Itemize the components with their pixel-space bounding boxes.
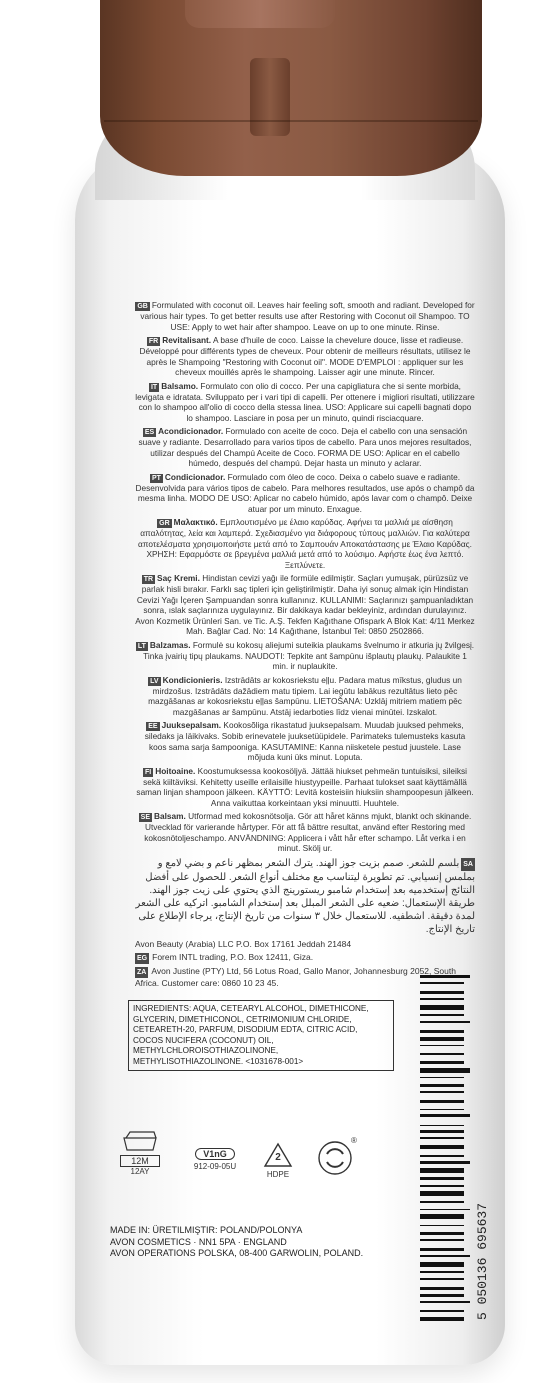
label-paragraph-ee	[135, 720, 475, 763]
cap-hinge	[250, 58, 290, 136]
manufacturer-info	[110, 1225, 410, 1260]
description-text: Formulato con olio di cocco. Per una capigliatura che si sente morbida, levigata e idratata. Sviluppato per i vari tipi di capelli. Per ottenere i migliori risultati, utilizzare con lo shampoo all'olio di cocco della stessa linea. USO: Applicare sui capelli bagnati dopo lo shampoo. Lasciare in posa per un minuto, quindi risciacquare.	[135, 380, 475, 423]
label-paragraph-fr	[135, 335, 475, 378]
barcode	[420, 975, 470, 1325]
barcode-bar	[420, 1310, 464, 1312]
barcode-bar	[420, 1077, 464, 1079]
barcode-bar	[420, 1045, 464, 1047]
barcode-bar	[420, 1248, 464, 1251]
language-code: FI	[145, 768, 152, 776]
product-name: Balzamas.	[149, 639, 191, 650]
description-text: Kookosõliga rikastatud juuksepalsam. Muudab juuksed pehmeks, siledaks ja läikivaks. Sobib erinevatele juuksetüüpidele. Parimateks tulemusteks kasuta koos sama sarja šampooniga. KASUTAMINE: Kanna niisketele pestud juustele. Lase mõjuda kuni üks minut. Loputa.	[144, 720, 466, 762]
language-code: GR	[159, 520, 170, 527]
label-paragraph-gb	[135, 300, 475, 332]
pao-label: 12M	[120, 1155, 160, 1167]
barcode-bar	[420, 998, 464, 1000]
label-paragraph-gr	[135, 517, 475, 570]
barcode-bar	[420, 1005, 464, 1010]
barcode-bar	[420, 1137, 464, 1139]
label-paragraph-sa	[135, 857, 475, 936]
description-text: Formulė su kokosų aliejumi suteikia plaukams švelnumo ir atkuria jų žvilgesį. Tinka įvairių tipų plaukams. NAUDOTI: Tepkite ant šampūnu išplautų plaukų. Palaukite 1 min. ir nuplaukite.	[143, 639, 475, 671]
barcode-bar	[420, 1191, 464, 1196]
product-name: Hoitoaine.	[155, 765, 196, 776]
description-text: A base d'huile de coco. Laisse la chevelure douce, lisse et radieuse. Développé pour différents types de cheveux. Pour obtenir de meilleurs résultats, utilisez le après le Shampoing "Restoring with Coconut oil". MODE D'EMPLOI : appliquer sur les cheveux mouillés après le shampoing. Laisser agir une minute. Rincer.	[139, 335, 471, 377]
manufacturer-address: AVON OPERATIONS POLSKA, 08-400 GARWOLIN, POLAND.	[110, 1248, 364, 1258]
product-name: Revitalisant.	[162, 335, 212, 345]
product-name: Juuksepalsam.	[161, 720, 222, 730]
label-paragraph-fi	[135, 766, 475, 809]
barcode-bar	[420, 1278, 464, 1280]
product-name: Acondicionador.	[158, 426, 224, 436]
barcode-bar	[420, 1209, 470, 1211]
barcode-bar	[420, 1287, 464, 1290]
product-name: Balsam.	[154, 811, 186, 821]
barcode-bar	[420, 1185, 464, 1187]
barcode-bar	[420, 1239, 464, 1241]
address-text: Avon Justine (PTY) Ltd, 56 Lotus Road, Gallo Manor, Johannesburg 2052, South Africa. Customer care: 0860 10 23 45.	[135, 965, 456, 988]
product-name: Balsamo.	[161, 380, 199, 391]
address-text: Avon Beauty (Arabia) LLC P.O. Box 17161 Jeddah 21484	[135, 938, 352, 949]
barcode-bar	[420, 1294, 464, 1297]
barcode-bar	[420, 1262, 464, 1267]
back-label	[135, 300, 475, 991]
barcode-bar	[420, 1145, 464, 1150]
recycle-hdpe-icon	[260, 1142, 296, 1179]
cap-seam	[104, 120, 478, 122]
barcode-bar	[420, 1068, 470, 1073]
batch-code-box: V1nG	[195, 1148, 235, 1160]
batch-code-text: 912-09-05U	[193, 1162, 237, 1171]
language-code: SE	[140, 814, 151, 821]
label-paragraph-es	[135, 426, 475, 469]
description-text: Εμπλουτισμένο με έλαιο καρύδας. Αφήνει τα μαλλιά με αίσθηση απαλότητας, λεία και λαμπερά. Σχεδιασμένο για διάφορους τύπους μαλλιών. Για καλύτερα αποτελέσματα χρησιμοποιήστε μετά από το Σαμπουάν Αποκατάστασης με Έλαιο Καρύδας. ΧΡΗΣΗ: Εφαρμόστε σε βρεγμένα μαλλιά μετά από το λούσιμο. Αφήστε έως ένα λεπτό. Ξεπλύνετε.	[138, 517, 472, 570]
barcode-bar	[420, 982, 464, 984]
ingredients-text: INGREDIENTS: AQUA, CETEARYL ALCOHOL, DIMETHICONE, GLYCERIN, DIMETHICONOL, CETRIMONIUM CHLORIDE, CETEARETH-20, PARFUM, DISODIUM EDTA, CITRIC ACID, COCOS NUCIFERA (COCONUT) OIL, METHYLCHLOROISOTHIAZOLINONE, METHYLISOTHIAZOLINONE. <1031678-001>	[133, 1004, 369, 1066]
barcode-bar	[420, 1255, 470, 1257]
label-paragraph-pt	[135, 472, 475, 515]
language-code: LT	[137, 642, 146, 650]
distributor-address	[135, 939, 475, 950]
barcode-number: 5 050136 695637	[475, 1202, 490, 1320]
barcode-bar	[420, 1271, 464, 1273]
barcode-bar	[420, 991, 464, 994]
language-code: PT	[151, 474, 161, 482]
barcode-bar	[420, 1130, 464, 1133]
language-code: LV	[150, 677, 159, 685]
barcode-bar	[420, 1100, 464, 1103]
label-paragraph-lv	[135, 675, 475, 718]
ingredients-box	[128, 1000, 394, 1071]
barcode-bar	[420, 1232, 464, 1235]
barcode-bar	[420, 1155, 464, 1157]
recycle-number: 2	[275, 1152, 281, 1163]
barcode-bar	[420, 1037, 464, 1040]
label-paragraph-se	[135, 811, 475, 854]
language-code: FR	[148, 338, 159, 345]
cap-top	[185, 0, 335, 28]
country-code: ZA	[137, 968, 147, 976]
manufacturer-line: AVON COSMETICS · NN1 5PA · ENGLAND	[110, 1236, 287, 1247]
language-code: TR	[143, 576, 154, 583]
barcode-digits	[475, 975, 515, 1320]
barcode-bar	[420, 1161, 470, 1164]
barcode-bar	[420, 1214, 464, 1219]
barcode-bar	[420, 1177, 464, 1180]
description-text: Formulado con aceite de coco. Deja el cabello con una sensación suave y radiante. Desarrollado para varios tipos de cabello. Para unos mejores resultados, utilizar después del Champú Aceite de Coco. FORMA DE USO: Aplicar en el cabello húmedo, después del champú. Dejar hasta un minuto y aclarar.	[138, 426, 472, 468]
barcode-bar	[420, 1030, 464, 1033]
barcode-bar	[420, 1201, 464, 1203]
label-paragraph-it	[135, 381, 475, 424]
batch-code	[185, 1148, 245, 1171]
barcode-bar	[420, 1084, 464, 1087]
product-name: Μαλακτικό.	[173, 517, 218, 527]
distributor-address	[135, 952, 475, 964]
recycle-text: HDPE	[266, 1170, 290, 1179]
barcode-bar	[420, 1014, 464, 1016]
description-text: Izstrādāts ar kokosriekstu eļļu. Padara matus mīkstus, gludus un mirdzošus. Izstrādāts dažādiem matu tipiem. Lai iegūtu labākus rezultātus lieto pēc mazgāšanas ar kokosriekstu eļļas šampūnu. LIETOŠANA: Uzklāj mitriem matiem pēc mazgāšanas ar šampūnu. Atstāj iedarboties līdz vienai minūtei. Izskalot.	[148, 674, 462, 717]
label-paragraph-lt	[135, 640, 475, 672]
barcode-bar	[420, 975, 470, 978]
made-in-line: MADE IN: ÜRETILMIŞTIR: POLAND/POLONYA	[110, 1225, 303, 1235]
language-code: SA	[461, 858, 475, 871]
barcode-bar	[420, 1109, 464, 1111]
country-code: EG	[137, 954, 148, 962]
barcode-bar	[420, 1125, 464, 1127]
product-name: Saç Kremi.	[157, 573, 200, 583]
product-name: Condicionador.	[164, 471, 226, 482]
description-text: Formulated with coconut oil. Leaves hair feeling soft, smooth and radiant. Developed for various hair types. To get better results use after Restoring with Coconut oil Shampoo. TO USE: Apply to wet hair after shampoo. Leave on up to one minute. Rinse.	[140, 300, 475, 332]
pao-jar-icon	[120, 1130, 160, 1176]
symbols-row	[100, 1130, 400, 1210]
description-text: بلسم للشعر. صمم بزيت جوز الهند. يترك الشعر بمظهر ناعم و بضي لامع و بملمس إنسيابي. تم تطويرة ليتناسب مع مختلف أنواع الشعر. للحصول على أفضل النتائج إستخدميه بعد إستخدام شامبو ريستورينج الذي يحتوي على زيت جوز الهند. طريقة الإستعمال: ضعيه على الشعر المبلل بعد إستخدام الشامبو. اتركيه على الشعر لمدة دقيقة. اشطفيه. للاستعمال خلال ٣ سنوات من تاريخ الإنتاج، يرجاء الإطلاع على تاريخ الإنتاج.	[135, 857, 475, 935]
registered-mark: ®	[351, 1136, 357, 1145]
barcode-bar	[420, 1301, 470, 1303]
barcode-bar	[420, 1021, 470, 1023]
description-text: Formulado com óleo de coco. Deixa o cabelo suave e radiante. Desenvolvida para vários tipos de cabelo. Para melhores resultados, use após o champô da mesma linha. MODO DE USO: Aplicar no cabelo húmido, após lavar com o champô. Deixe atuar por um minuto. Enxague.	[135, 471, 475, 514]
green-dot-icon	[315, 1136, 357, 1178]
language-code: GB	[137, 303, 148, 310]
description-text: Hindistan cevizi yağı ile formüle edilmiştir. Saçları yumuşak, pürüzsüz ve parlak hisli bırakır. Farklı saç tipleri için geliştirilmiştir. Daha iyi sonuç almak için Hindistan Cevizi Yağı İçeren Şampuandan sonra kullanınız. KULLANIMI: Saçlarınızı şampuanladıktan sonra, ıslak saçlarınıza uygulayınız. Bir dakikaya kadar bekleyiniz, ardından durulayınız. Avon Kozmetik Ürünleri San. ve Tic. A.Ş. Tekfen Kağıthane Ofispark A Blok Kat: 4/11 Merkez Mah. Bağlar Cad. No: 14 Kağıthane, İstanbul Tel: 0850 2502866.	[135, 573, 475, 636]
product-name: Kondicionieris.	[162, 674, 223, 685]
description-text: Utformad med kokosnötsolja. Gör att håret känns mjukt, blankt och skinande. Utvecklad för varierande hårtyper. För att få bättre resultat, använd efter Restoring med kokosnötoljeschampo. ANVÄNDNING: Applicera i vått hår efter schampo. Låt verka i en minut. Skölj ur.	[144, 811, 472, 853]
barcode-bar	[420, 1225, 464, 1227]
label-paragraph-tr	[135, 573, 475, 637]
language-code: ES	[144, 429, 155, 436]
barcode-bar	[420, 1091, 464, 1093]
language-code: EE	[148, 723, 158, 730]
address-text: Forem INTL trading, P.O. Box 12411, Giza.	[152, 951, 314, 962]
barcode-bar	[420, 1053, 464, 1055]
barcode-bar	[420, 1114, 470, 1117]
barcode-bar	[420, 1061, 464, 1064]
barcode-bar	[420, 1168, 464, 1173]
description-text: Koostumuksessa kookosöljyä. Jättää hiukset pehmeän tuntuisiksi, sileiksi sekä kiiltäviksi. Kehitetty useille erilaisille hiustyypeille. Parhaat tulokset saat käyttämällä saman linjan shampoon jälkeen. KÄYTTÖ: Levitä kosteisiin hiuksiin shampoopesun jälkeen. Anna vaikuttaa korkeintaan yksi minuutti. Huuhtele.	[136, 765, 474, 808]
pao-sub-label: 12AY	[130, 1167, 150, 1176]
language-code: IT	[150, 383, 158, 391]
barcode-bar	[420, 1317, 464, 1320]
